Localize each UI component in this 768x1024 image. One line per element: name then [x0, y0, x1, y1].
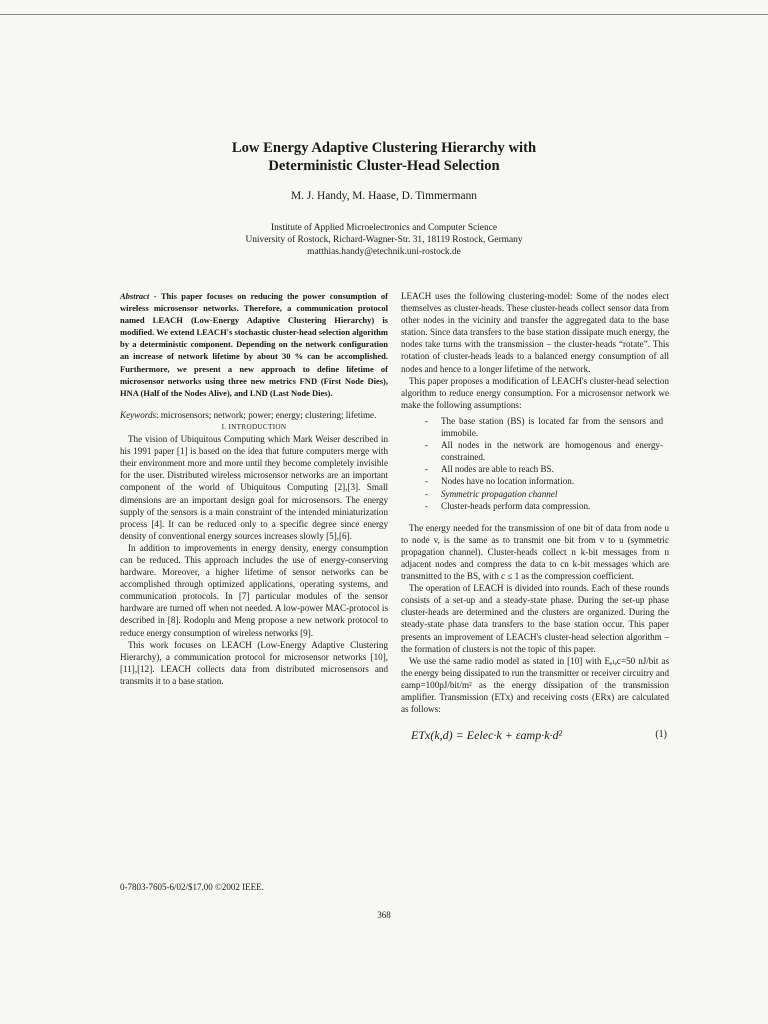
affiliation — [0, 222, 768, 258]
page-number: 368 — [377, 910, 391, 920]
equation-1 — [401, 729, 669, 747]
keywords-lead: Keywords — [120, 409, 157, 420]
top-rule — [0, 14, 768, 15]
title-line-2: Deterministic Cluster-Head Selection — [268, 158, 500, 174]
assumption-list — [401, 415, 669, 512]
right-paragraph-4: The operation of LEACH is divided into rounds. Each of these rounds consists of a set-up and a steady-state phase. During the set-up phase cluster-heads are determined and the clusters are organized. During the steady-state phase data transfers to the base station occur. This paper presents an improvement of LEACH's cluster-head selection algorithm – the formation of clusters is not the topic of this paper. — [401, 583, 669, 654]
keywords-text: : microsensors; network; power; energy; clustering; lifetime. — [156, 409, 377, 420]
equation-text: ETx(k,d) = Eelec·k + εamp·k·d² — [411, 728, 563, 743]
right-paragraph-5: We use the same radio model as stated in [10] with Eₑₗₑc=50 nJ/bit as the energy being dissipated to run the transmitter or receiver circuitry and εamp=100pJ/bit/m² as the energy dissipation of the transmission amplifier. Transmission (ETx) and receiving costs (ERx) are calculated as follows: — [401, 655, 669, 715]
list-item: - Cluster-heads perform data compression. — [401, 500, 669, 512]
abstract — [120, 290, 388, 399]
affiliation-line-1: Institute of Applied Microelectronics and Computer Science — [271, 223, 497, 233]
authors: M. J. Handy, M. Haase, D. Timmermann — [291, 190, 477, 202]
list-item — [401, 488, 669, 500]
intro-paragraph-2: In addition to improvements in energy density, energy consumption can be reduced. This approach includes the use of energy-conserving hardware. Moreover, a higher lifetime of sensor networks can be accomplished through optimized applications, operating systems, and communication protocols. In [7] particular modules of the sensor hardware are turned off when not needed. A low-power MAC-protocol is described in [8]. Rodoplu and Meng propose a new network protocol to reduce energy consumption of wireless networks [9]. — [120, 542, 388, 638]
left-column — [120, 290, 388, 687]
right-paragraph-2: This paper proposes a modification of LEACH's cluster-head selection algorithm to reduce energy consumption. For a microsensor network we make the following assumptions: — [401, 375, 669, 410]
copyright-footer: 0-7803-7605-6/02/$17.00 ©2002 IEEE. — [120, 882, 264, 892]
list-item: - Nodes have no location information. — [401, 475, 669, 487]
title-line-1: Low Energy Adaptive Clustering Hierarchy with — [231, 140, 537, 156]
right-paragraph-1: LEACH uses the following clustering-model: Some of the nodes elect themselves as cluster-heads. These cluster-heads collect sensor data from other nodes in the vicinity and transfer the aggregated data to the base station. Since data transfers to the base station dissipate much energy, the nodes take turns with the transmission – the cluster-heads “rotate”. This rotation of cluster-heads leads to a balanced energy consumption of all nodes and hence to a longer lifetime of the network. — [401, 291, 669, 374]
list-item-text: Symmetric propagation channel — [441, 488, 558, 499]
list-item: - All nodes in the network are homogenous and energy-constrained. — [401, 439, 669, 463]
equation-number: (1) — [655, 729, 667, 741]
keywords — [120, 409, 388, 421]
right-paragraph-3: The energy needed for the transmission of one bit of data from node u to node v, is the same as to transmit one bit from v to u (symmetric propagation channel). Cluster-heads collect n k-bit messages from n adjacent nodes and compress the data to cn k-bit messages which are transmitted to the BS, with c ≤ 1 as the compression coefficient. — [401, 522, 669, 582]
right-column — [401, 290, 669, 747]
list-item: - The base station (BS) is located far from the sensors and immobile. — [401, 415, 669, 439]
list-item: - All nodes are able to reach BS. — [401, 463, 669, 475]
abstract-text: - This paper focuses on reducing the power consumption of wireless microsensor networks. Therefore, a communication protocol named LEACH (Low-Energy Adaptive Clustering Hierarchy) is modified. We extend LEACH's stochastic cluster-head selection algorithm by a deterministic component. Depending on the network configuration an increase of network lifetime by about 30 % can be accomplished. Furthermore, we present a new approach to define lifetime of microsensor networks using three new metrics FND (First Node Dies), HNA (Half of the Nodes Alive), and LND (Last Node Dies). — [120, 291, 388, 398]
intro-paragraph-1: The vision of Ubiquitous Computing which Mark Weiser described in his 1991 paper [1] is based on the idea that future computers merge with their environment more and more until they become completely invisible for the user. Distributed wireless microsensor networks are an important component of the world of Ubiquitous Computing [2],[3]. Small dimensions are an important design goal for microsensors. The energy supply of the sensors is a main constraint of the intended miniaturization process [4]. It can be reduced only to a specific degree since energy density of conventional energy sources increases slowly [5],[6]. — [120, 434, 388, 541]
affiliation-email: matthias.handy@etechnik.uni-rostock.de — [307, 247, 461, 257]
affiliation-line-2: University of Rostock, Richard-Wagner-Str. 31, 18119 Rostock, Germany — [245, 235, 523, 245]
paper-title — [0, 139, 768, 175]
section-heading-introduction: I. INTRODUCTION — [221, 422, 287, 431]
abstract-lead: Abstract — [120, 291, 150, 301]
intro-paragraph-3: This work focuses on LEACH (Low-Energy Adaptive Clustering Hierarchy), a communication protocol for microsensor networks [10],[11],[12]. LEACH collects data from distributed microsensors and transmits it to a base station. — [120, 639, 388, 686]
